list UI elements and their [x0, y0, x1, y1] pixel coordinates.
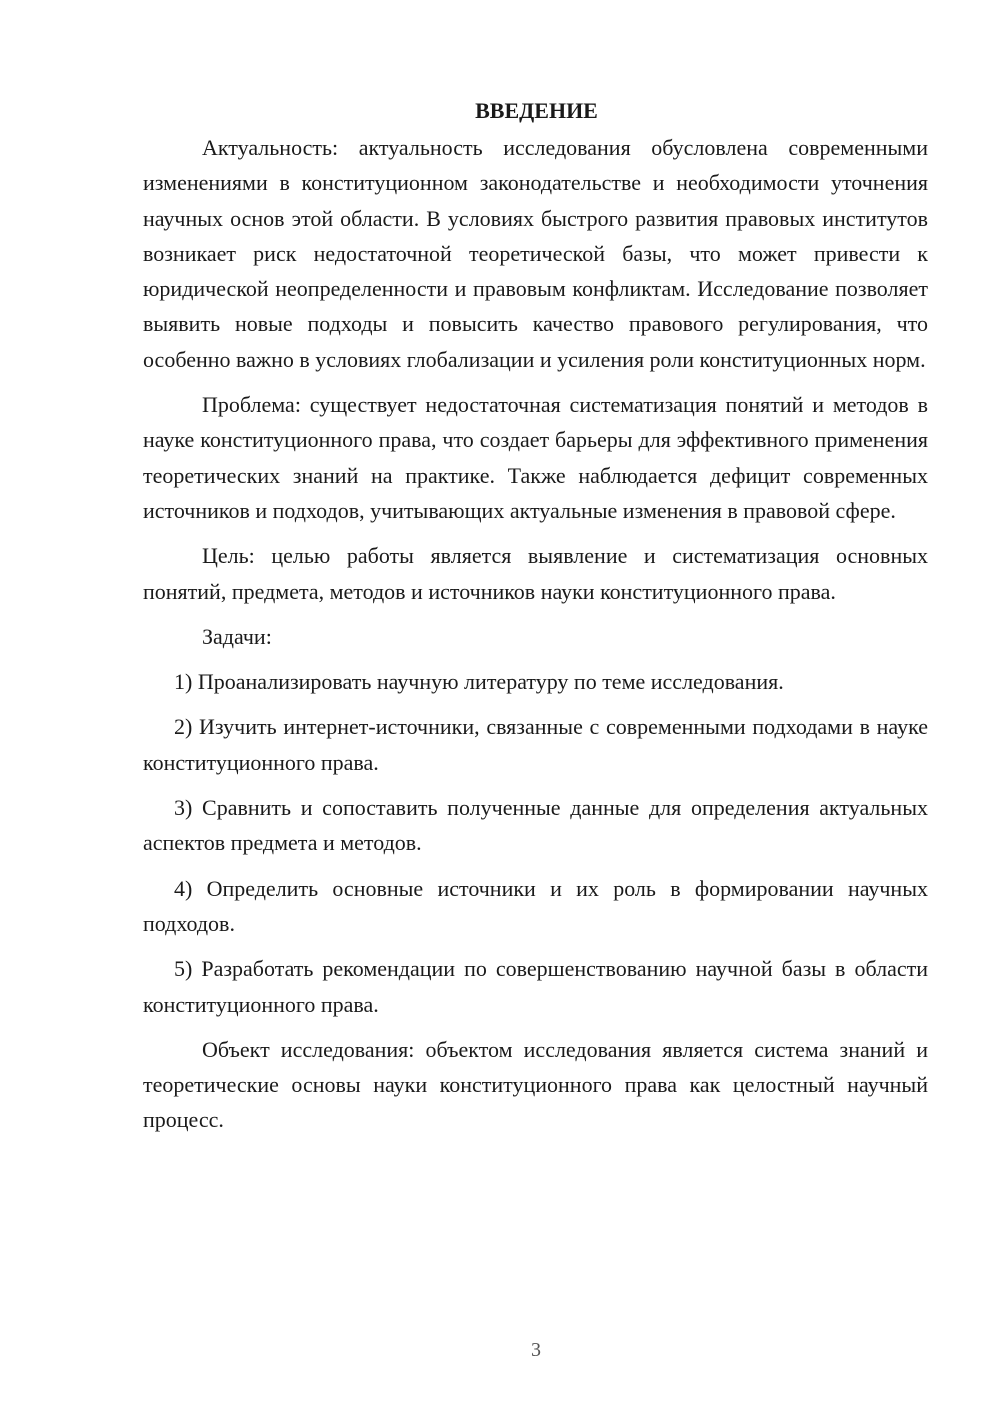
task-item-5: 5) Разработать рекомендации по совершенствованию научной базы в области конституционного права. [143, 956, 928, 1017]
paragraph-relevance: Актуальность: актуальность исследования обусловлена современными изменениями в конституционном законодательстве и необходимости уточнения научных основ этой области. В условиях быстрого развития правовых институтов возникает риск недостаточной теоретической базы, что может привести к юридической неопределенности и правовым конфликтам. Исследование позволяет выявить новые подходы и повысить качество правового регулирования, что особенно важно в условиях глобализации и усиления роли конституционных норм. [143, 135, 928, 372]
task-item-4: 4) Определить основные источники и их роль в формировании научных подходов. [143, 875, 928, 936]
task-item-1: 1) Проанализировать научную литературу по теме исследования. [174, 669, 784, 695]
paragraph-problem: Проблема: существует недостаточная систематизация понятий и методов в науке конституционного права, что создает барьеры для эффективного применения теоретических знаний на практике. Также наблюдается дефицит современных источников и подходов, учитывающих актуальные изменения в правовой сфере. [143, 392, 928, 523]
page-content [143, 92, 928, 1138]
task-item-3: 3) Сравнить и сопоставить полученные данные для определения актуальных аспектов предмета и методов. [143, 795, 928, 856]
paragraph-object: Объект исследования: объектом исследования является система знаний и теоретические основы науки конституционного права как целостный научный процесс. [143, 1036, 928, 1133]
task-item-2: 2) Изучить интернет-источники, связанные с современными подходами в науке конституционного права. [143, 714, 928, 775]
paragraph-goal: Цель: целью работы является выявление и систематизация основных понятий, предмета, методов и источников науки конституционного права. [143, 543, 928, 604]
page-title: ВВЕДЕНИЕ [475, 98, 598, 123]
page-number: 3 [531, 1339, 541, 1361]
tasks-label: Задачи: [202, 623, 272, 649]
